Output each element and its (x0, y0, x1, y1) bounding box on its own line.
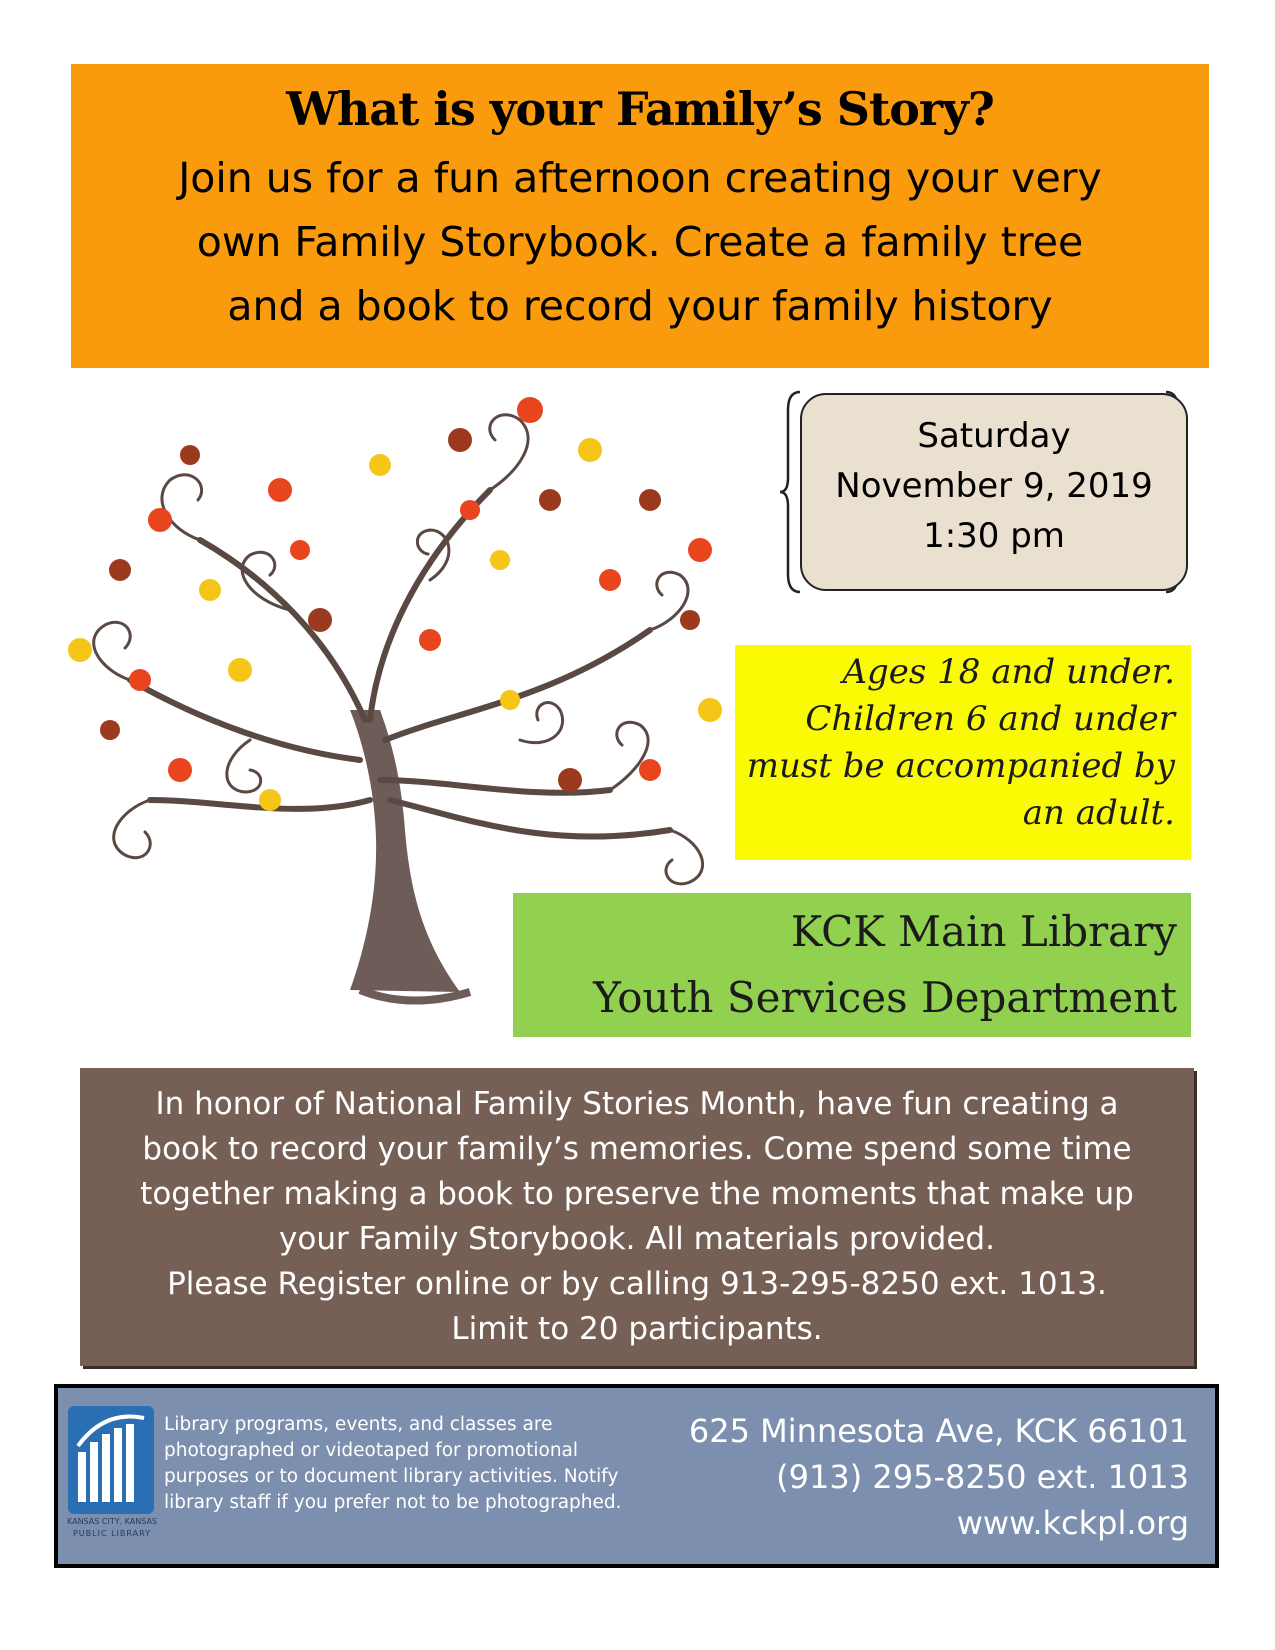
age-limit-text: Ages 18 and under. (842, 652, 1175, 692)
event-date: November 9, 2019 (835, 466, 1153, 506)
supervision-text: Children 6 and under must be accompanied by an adult. (746, 699, 1175, 833)
description-line: together making a book to preserve the moments that make up (140, 1176, 1134, 1212)
registration-line: Please Register online or by calling 913-295-8250 ext. 1013. (167, 1266, 1107, 1302)
page-title: What is your Family’s Story? (286, 82, 994, 136)
participant-limit-line: Limit to 20 participants. (451, 1311, 823, 1347)
page-subtitle: Join us for a fun afternoon creating your very own Family Storybook. Create a family tree and a book to record your family history (178, 154, 1102, 330)
description-line: book to record your family’s memories. Come spend some time (142, 1131, 1132, 1167)
event-day: Saturday (917, 416, 1071, 456)
website-link[interactable]: www.kckpl.org (956, 1504, 1189, 1542)
header-banner (71, 64, 1209, 368)
contact-info (689, 1408, 1189, 1546)
library-logo (64, 1402, 160, 1542)
department-name: Youth Services Department (593, 973, 1177, 1022)
left-brace (778, 390, 802, 594)
library-name: KCK Main Library (790, 907, 1177, 956)
location-box (513, 893, 1191, 1037)
eligibility-box (735, 645, 1191, 860)
description-line: In honor of National Family Stories Month, have fun creating a (155, 1086, 1119, 1122)
logo-text-top: KANSAS CITY, KANSAS (66, 1517, 158, 1526)
logo-text-bottom: PUBLIC LIBRARY (72, 1529, 152, 1538)
photo-disclaimer: Library programs, events, and classes are photographed or videotaped for promotional purposes or to document library activities. Notify library staff if you prefer not to be photographed. (164, 1414, 622, 1513)
event-date-box (800, 393, 1188, 591)
description-line: your Family Storybook. All materials provided. (279, 1221, 995, 1257)
description-box (80, 1068, 1194, 1366)
footer (54, 1384, 1219, 1568)
phone-number: (913) 295-8250 ext. 1013 (776, 1458, 1189, 1496)
event-time: 1:30 pm (923, 516, 1065, 556)
address: 625 Minnesota Ave, KCK 66101 (688, 1412, 1189, 1450)
